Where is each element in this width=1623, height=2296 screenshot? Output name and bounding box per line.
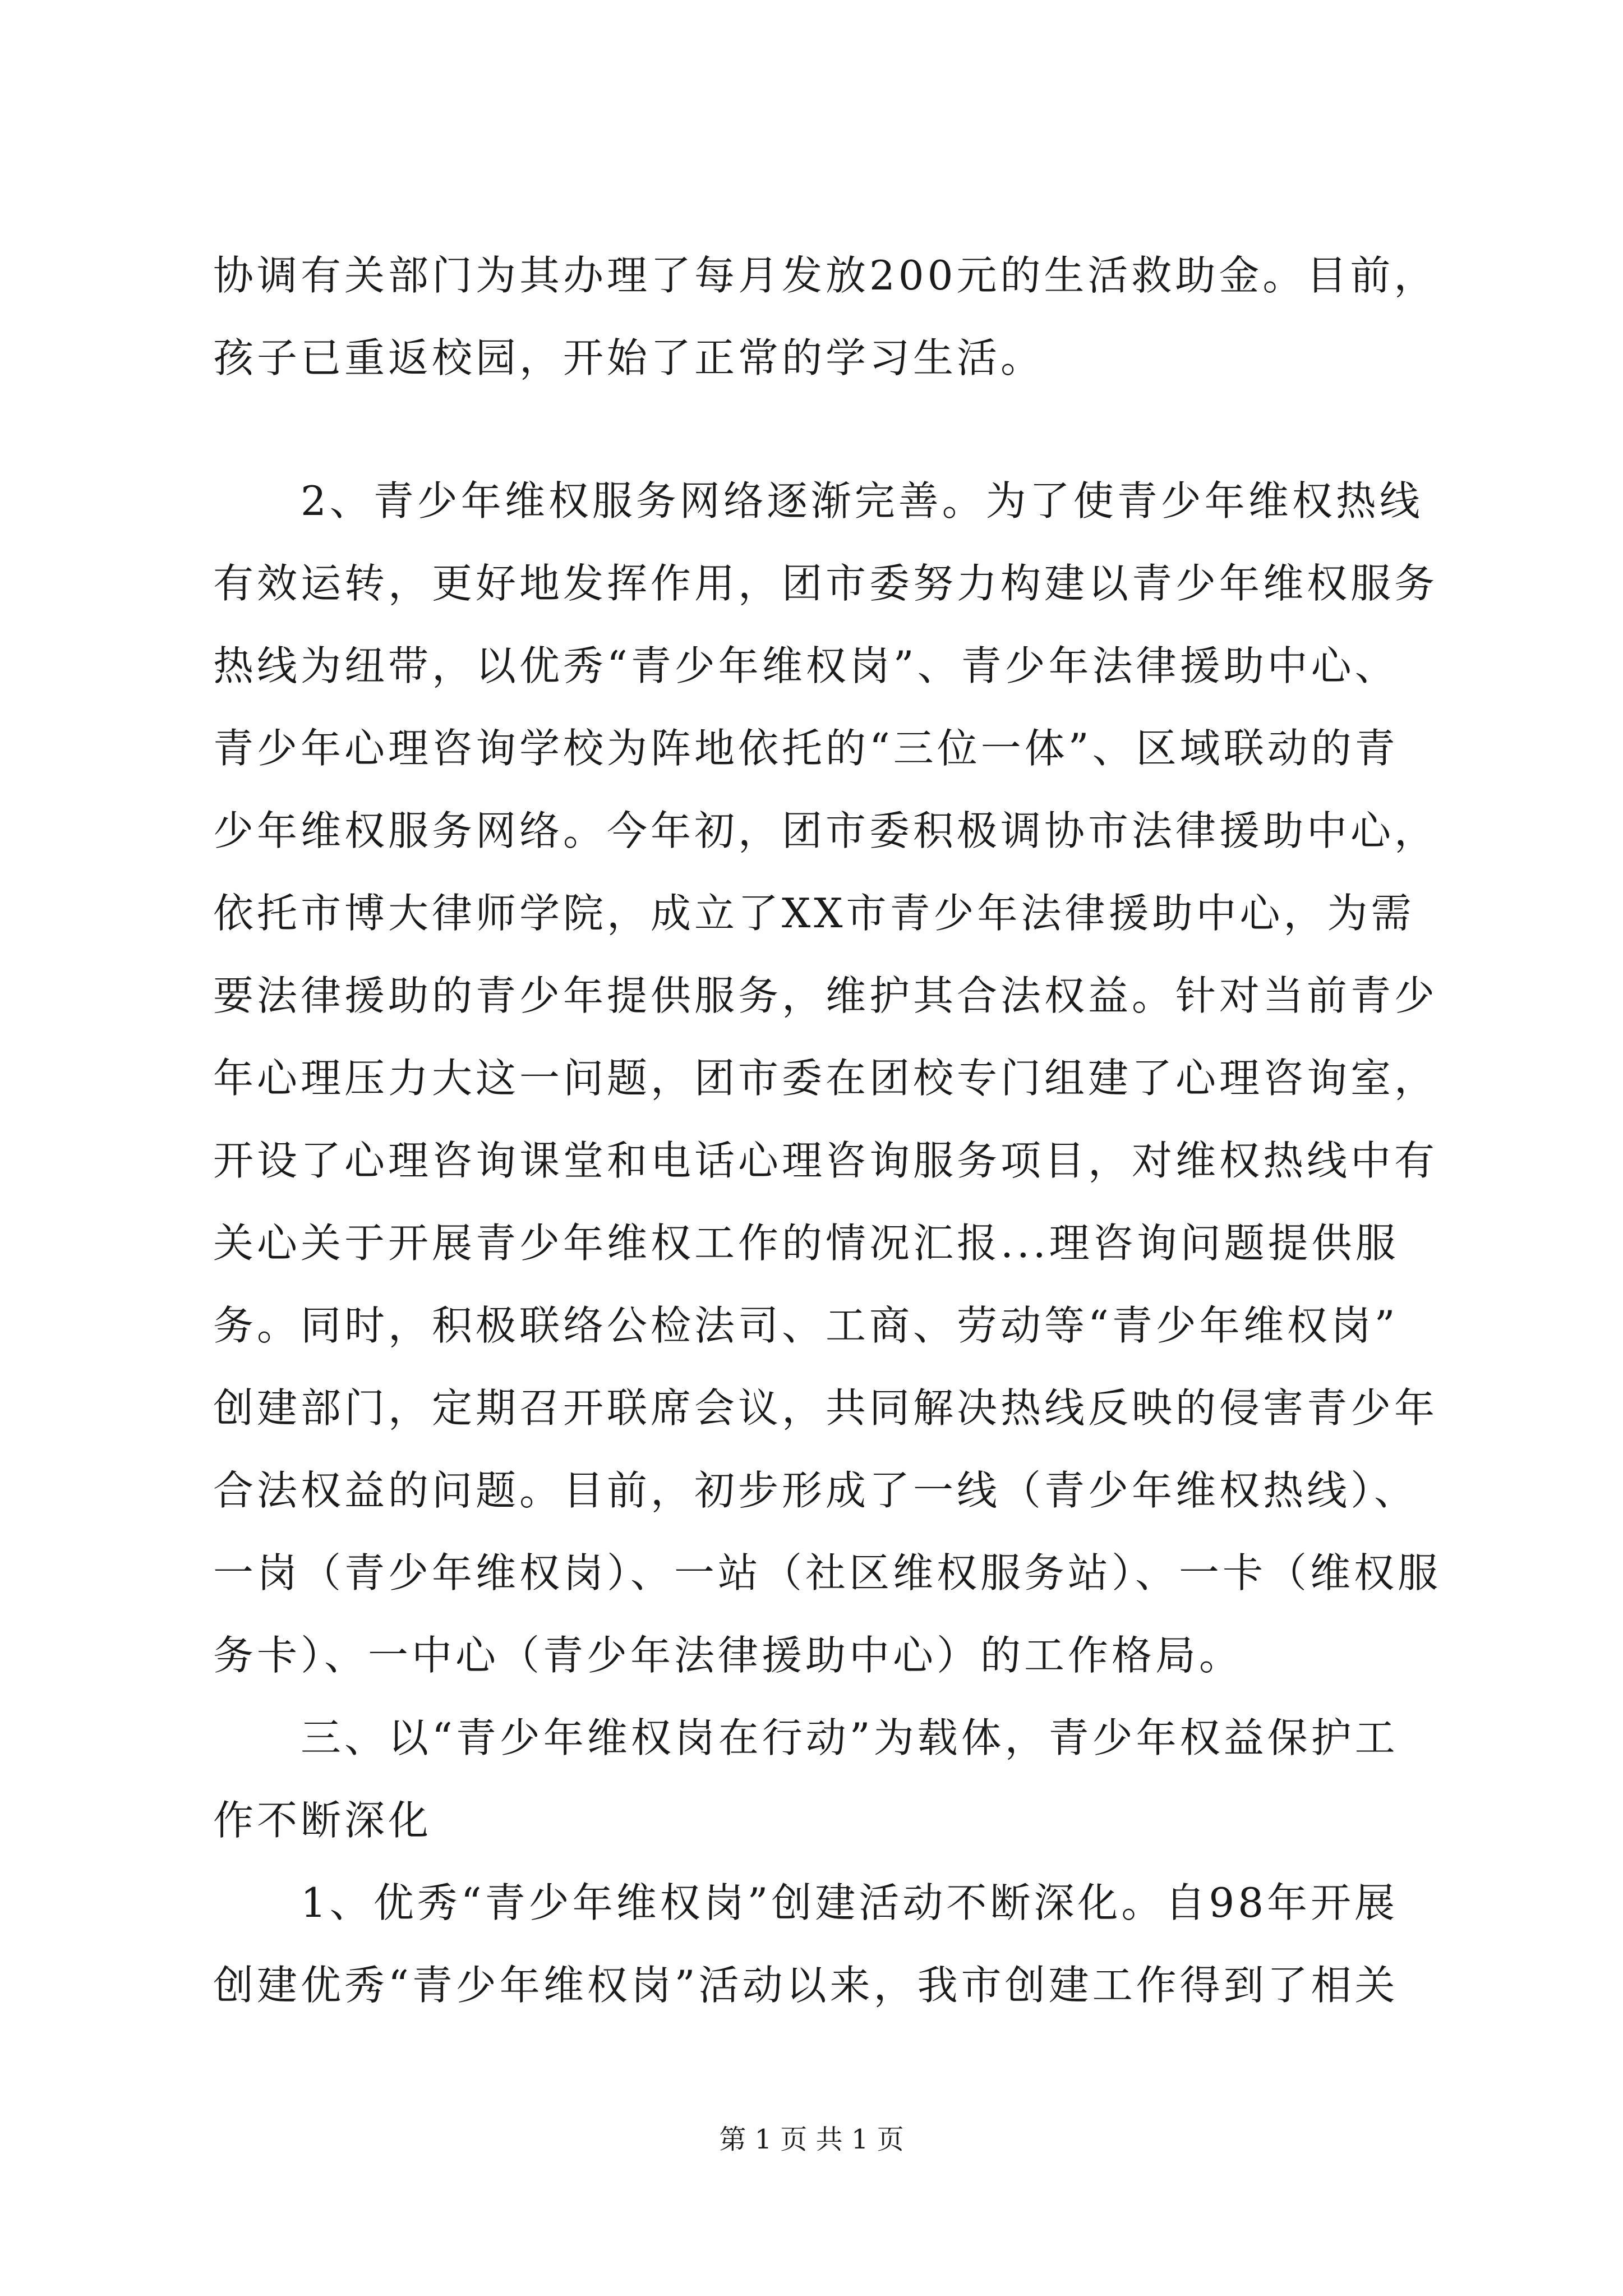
- body-text-line: 热线为纽带，以优秀“青少年维权岗”、青少年法律援助中心、: [213, 642, 1399, 689]
- body-text-line: 年心理压力大这一问题，团市委在团校专门组建了心理咨询室，: [213, 1055, 1438, 1102]
- body-text-line: 一岗（青少年维权岗）、一站（社区维权服务站）、一卡（维权服: [213, 1549, 1442, 1596]
- body-text-line: 有效运转，更好地发挥作用，团市委努力构建以青少年维权服务: [213, 560, 1438, 607]
- body-text-line: 依托市博大律师学院，成立了XX市青少年法律援助中心，为需: [213, 890, 1415, 937]
- body-text-line: 关心关于开展青少年维权工作的情况汇报...理咨询问题提供服: [213, 1220, 1399, 1267]
- body-text-line: 合法权益的问题。目前，初步形成了一线（青少年维权热线）、: [213, 1467, 1418, 1514]
- section-heading-line: 三、以“青少年维权岗在行动”为载体，青少年权益保护工: [213, 1714, 1399, 1761]
- section-heading-line: 作不断深化: [213, 1797, 432, 1844]
- page-number-footer: 第 1 页 共 1 页: [719, 2124, 904, 2155]
- body-text-line: 创建优秀“青少年维权岗”活动以来，我市创建工作得到了相关: [213, 1962, 1399, 2009]
- body-text-line: 孩子已重返校园，开始了正常的学习生活。: [213, 334, 1045, 381]
- body-text-line: 少年维权服务网络。今年初，团市委积极调协市法律援助中心，: [213, 807, 1438, 854]
- body-text-line: 青少年心理咨询学校为阵地依托的“三位一体”、区域联动的青: [213, 725, 1399, 772]
- body-text-line: 2、青少年维权服务网络逐渐完善。为了使青少年维权热线: [213, 477, 1423, 524]
- body-text-line: 1、优秀“青少年维权岗”创建活动不断深化。自98年开展: [213, 1879, 1399, 1926]
- body-text-line: 务卡）、一中心（青少年法律援助中心）的工作格局。: [213, 1632, 1243, 1679]
- body-text-line: 开设了心理咨询课堂和电话心理咨询服务项目，对维权热线中有: [213, 1137, 1438, 1184]
- body-text-line: 创建部门，定期召开联席会议，共同解决热线反映的侵害青少年: [213, 1384, 1438, 1432]
- body-text-line: 要法律援助的青少年提供服务，维护其合法权益。针对当前青少: [213, 972, 1438, 1019]
- body-text-line: 协调有关部门为其办理了每月发放200元的生活救助金。目前，: [213, 252, 1438, 299]
- body-text-line: 务。同时，积极联络公检法司、工商、劳动等“青少年维权岗”: [213, 1302, 1399, 1349]
